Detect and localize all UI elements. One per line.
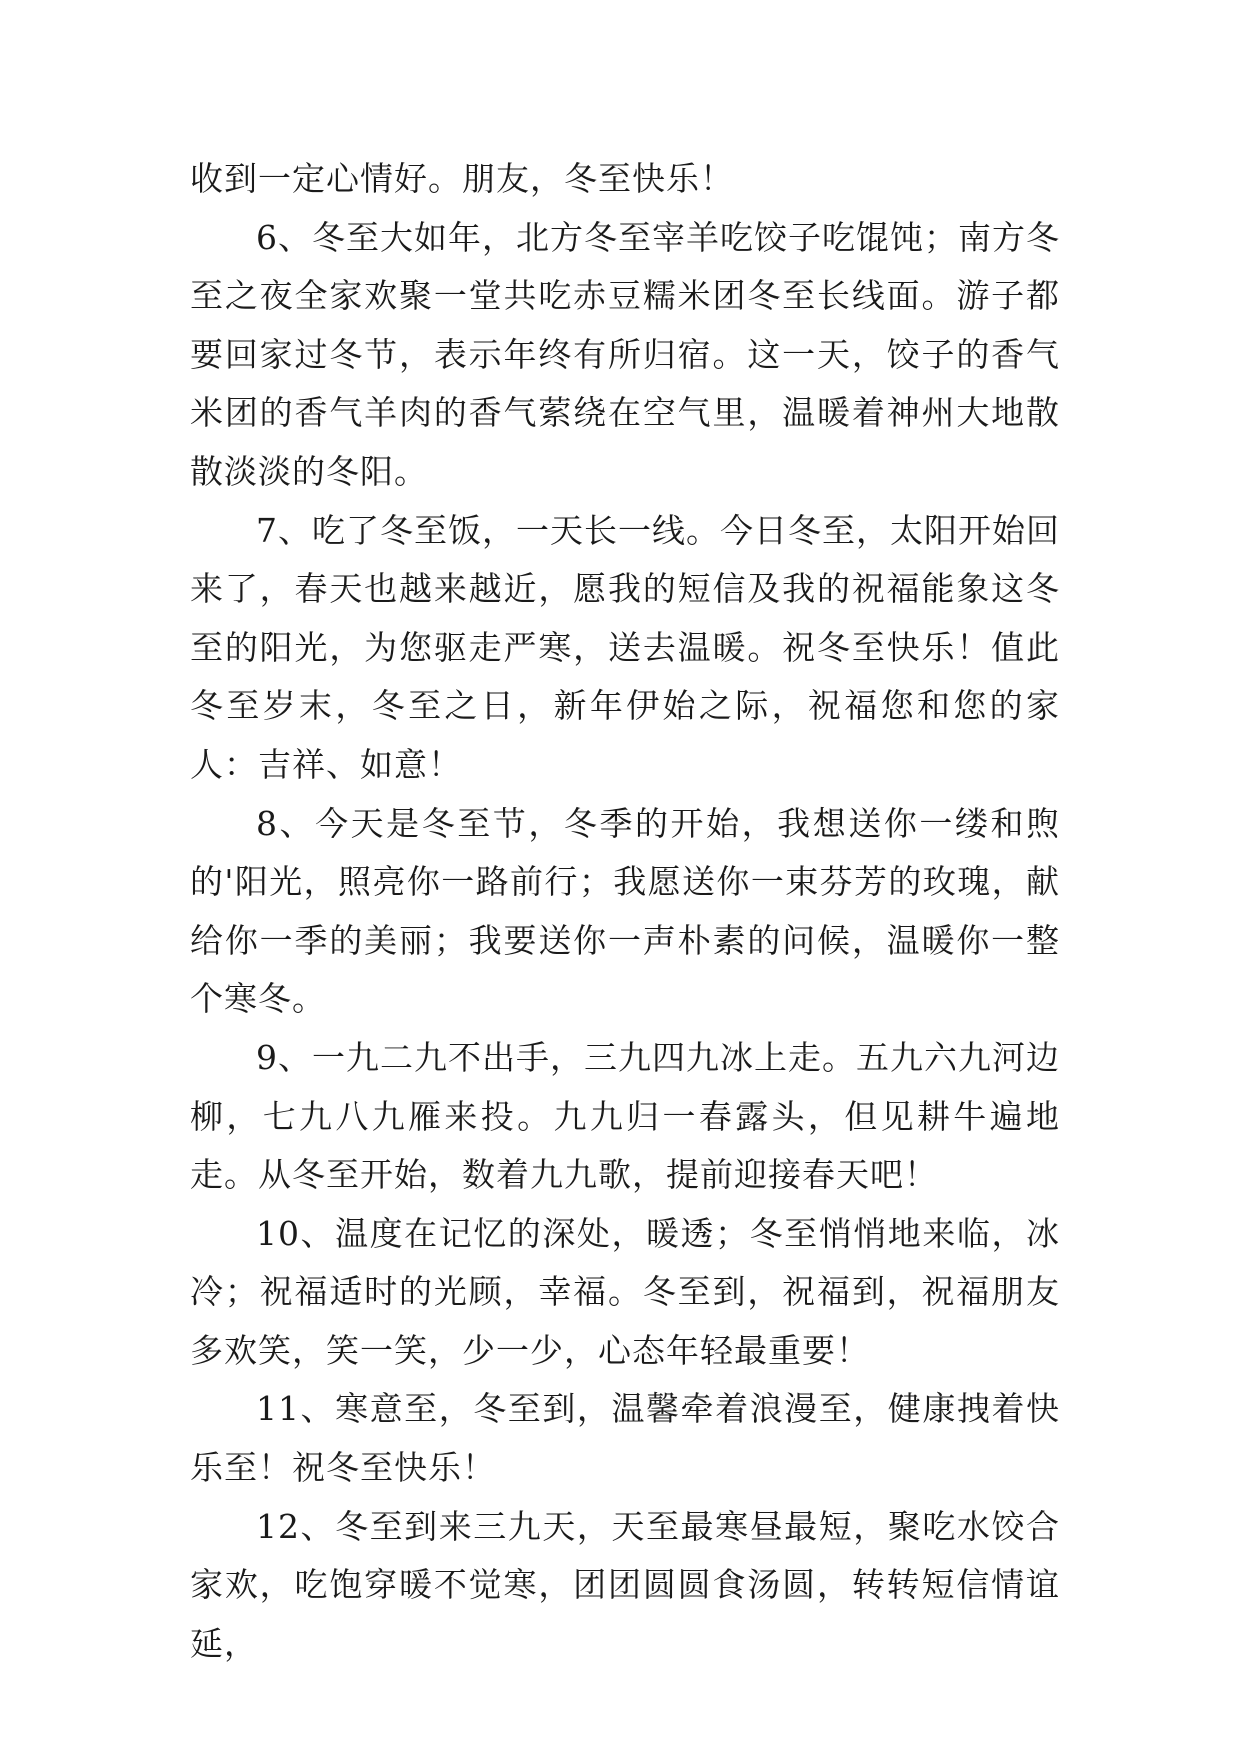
paragraph-7: 7、吃了冬至饭，一天长一线。今日冬至，太阳开始回来了，春天也越来越近，愿我的短信及我的祝福能象这冬至的阳光，为您驱走严寒，送去温暖。祝冬至快乐！值此冬至岁末，冬至之日，新年伊始之际，祝福您和您的家人：吉祥、如意！ (190, 510, 1060, 784)
paragraph-9: 9、一九二九不出手，三九四九冰上走。五九六九河边柳，七九八九雁来投。九九归一春露头，但见耕牛遍地走。从冬至开始，数着九九歌，提前迎接春天吧！ (190, 1037, 1060, 1195)
paragraph-12: 12、冬至到来三九天，天至最寒昼最短，聚吃水饺合家欢，吃饱穿暖不觉寒，团团圆圆食汤圆，转转短信情谊延， (190, 1506, 1060, 1663)
paragraph-6: 6、冬至大如年，北方冬至宰羊吃饺子吃馄饨；南方冬至之夜全家欢聚一堂共吃赤豆糯米团冬至长线面。游子都要回家过冬节，表示年终有所归宿。这一天，饺子的香气米团的香气羊肉的香气萦绕在空气里，温暖着神州大地散散淡淡的冬阳。 (190, 217, 1060, 491)
paragraph-8: 8、今天是冬至节，冬季的开始，我想送你一缕和煦的'阳光，照亮你一路前行；我愿送你一束芬芳的玫瑰，献给你一季的美丽；我要送你一声朴素的问候，温暖你一整个寒冬。 (190, 803, 1060, 1019)
document-body (190, 150, 1060, 1673)
paragraph-continuation: 收到一定心情好。朋友，冬至快乐！ (190, 159, 734, 198)
paragraph-10: 10、温度在记忆的深处，暖透；冬至悄悄地来临，冰冷；祝福适时的光顾，幸福。冬至到，祝福到，祝福朋友多欢笑，笑一笑，少一少，心态年轻最重要！ (190, 1213, 1060, 1370)
paragraph-11: 11、寒意至，冬至到，温馨牵着浪漫至，健康拽着快乐至！祝冬至快乐！ (190, 1389, 1060, 1488)
